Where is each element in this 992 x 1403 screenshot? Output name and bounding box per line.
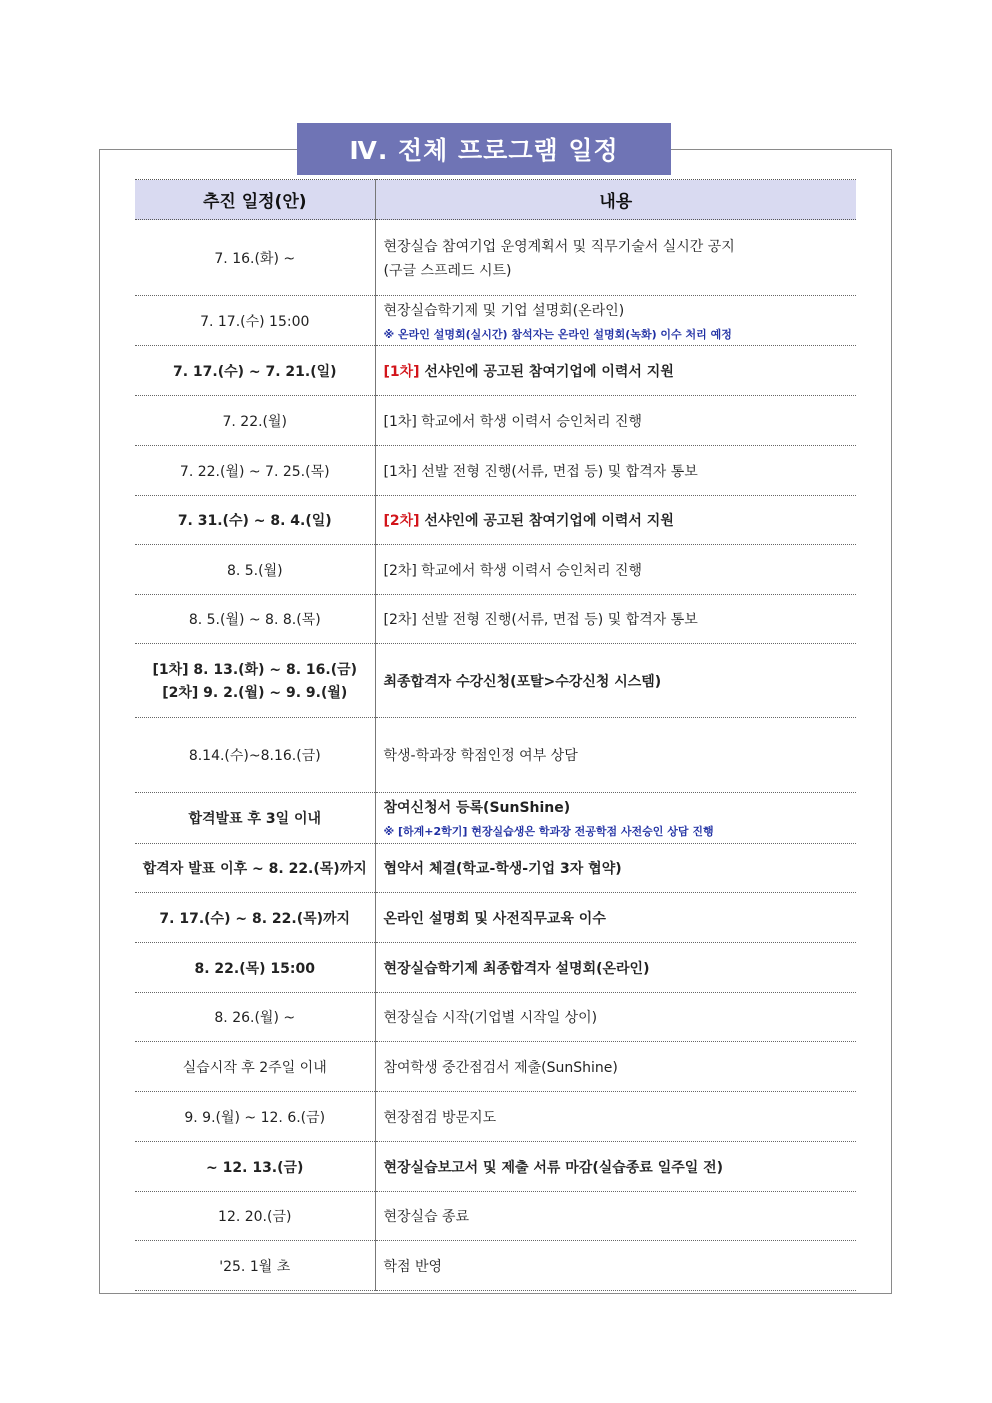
schedule-table (135, 179, 856, 1291)
row-content (375, 346, 856, 396)
row-content: [2차] 학교에서 학생 이력서 승인처리 진행 (375, 545, 856, 595)
table-row (135, 346, 856, 396)
row-content-line1: 현장실습학기제 및 기업 설명회(온라인) (383, 302, 625, 319)
table-row (135, 993, 856, 1042)
row-content (375, 220, 856, 296)
row-content: 협약서 체결(학교-학생-기업 3자 협약) (375, 844, 856, 893)
table-row (135, 220, 856, 296)
row-date: 8. 5.(월) ~ 8. 8.(목) (135, 595, 375, 644)
table-row (135, 545, 856, 595)
row-date: 실습시작 후 2주일 이내 (135, 1042, 375, 1092)
row-content (375, 793, 856, 844)
row-content (375, 296, 856, 346)
row-content: 현장실습 시작(기업별 시작일 상이) (375, 993, 856, 1042)
table-row (135, 1092, 856, 1142)
table-row (135, 1042, 856, 1092)
row-content-line1: 참여신청서 등록(SunShine) (383, 800, 571, 816)
row-date: 8. 26.(월) ~ (135, 993, 375, 1042)
row-content-text: 선샤인에 공고된 참여기업에 이력서 지원 (419, 513, 674, 529)
row-date-line1: [1차] 8. 13.(화) ~ 8. 16.(금) (152, 662, 358, 678)
header-content: 내용 (375, 180, 856, 220)
table-row (135, 496, 856, 545)
table-row (135, 893, 856, 943)
row-date: 합격자 발표 이후 ~ 8. 22.(목)까지 (135, 844, 375, 893)
table-row (135, 595, 856, 644)
row-date: '25. 1월 초 (135, 1241, 375, 1291)
table-row (135, 446, 856, 496)
row-content: 현장실습학기제 최종합격자 설명회(온라인) (375, 943, 856, 993)
row-content-line2: (구글 스프레드 시트) (383, 262, 512, 279)
table-row (135, 396, 856, 446)
row-content: 현장점검 방문지도 (375, 1092, 856, 1142)
row-date: 12. 20.(금) (135, 1192, 375, 1241)
round-tag: [2차] (383, 513, 420, 529)
header-date: 추진 일정(안) (135, 180, 375, 220)
table-row (135, 644, 856, 718)
row-date (135, 644, 375, 718)
table-row (135, 1241, 856, 1291)
table-row (135, 296, 856, 346)
row-date: 7. 16.(화) ~ (135, 220, 375, 296)
row-date: 7. 17.(수) ~ 8. 22.(목)까지 (135, 893, 375, 943)
row-content-text: 선샤인에 공고된 참여기업에 이력서 지원 (419, 363, 674, 380)
row-date: 7. 31.(수) ~ 8. 4.(일) (135, 496, 375, 545)
row-content: [1차] 학교에서 학생 이력서 승인처리 진행 (375, 396, 856, 446)
row-date: 8. 5.(월) (135, 545, 375, 595)
row-date: 합격발표 후 3일 이내 (135, 793, 375, 844)
row-note: ※ 온라인 설명회(실시간) 참석자는 온라인 설명회(녹화) 이수 처리 예정 (383, 327, 732, 341)
row-content: 학생-학과장 학점인정 여부 상담 (375, 718, 856, 793)
row-date: 7. 22.(월) ~ 7. 25.(목) (135, 446, 375, 496)
row-content (375, 496, 856, 545)
row-content: [2차] 선발 전형 진행(서류, 면접 등) 및 합격자 통보 (375, 595, 856, 644)
row-date: ~ 12. 13.(금) (135, 1142, 375, 1192)
row-date: 9. 9.(월) ~ 12. 6.(금) (135, 1092, 375, 1142)
row-content: 참여학생 중간점검서 제출(SunShine) (375, 1042, 856, 1092)
row-content-line1: 현장실습 참여기업 운영계획서 및 직무기술서 실시간 공지 (383, 238, 735, 255)
row-content: 현장실습보고서 및 제출 서류 마감(실습종료 일주일 전) (375, 1142, 856, 1192)
section-title: Ⅳ. 전체 프로그램 일정 (297, 123, 671, 175)
row-date-line2: [2차] 9. 2.(월) ~ 9. 9.(월) (162, 685, 348, 701)
table-row (135, 1142, 856, 1192)
table-row (135, 943, 856, 993)
row-date: 8. 22.(목) 15:00 (135, 943, 375, 993)
round-tag: [1차] (383, 363, 420, 380)
row-content: 최종합격자 수강신청(포탈>수강신청 시스템) (375, 644, 856, 718)
row-date: 7. 22.(월) (135, 396, 375, 446)
row-content: 학점 반영 (375, 1241, 856, 1291)
row-date: 7. 17.(수) 15:00 (135, 296, 375, 346)
table-row (135, 793, 856, 844)
row-content: 현장실습 종료 (375, 1192, 856, 1241)
table-row (135, 718, 856, 793)
table-row (135, 1192, 856, 1241)
table-header-row (135, 180, 856, 220)
row-date: 7. 17.(수) ~ 7. 21.(일) (135, 346, 375, 396)
table-row (135, 844, 856, 893)
row-content: 온라인 설명회 및 사전직무교육 이수 (375, 893, 856, 943)
row-date: 8.14.(수)~8.16.(금) (135, 718, 375, 793)
row-content: [1차] 선발 전형 진행(서류, 면접 등) 및 합격자 통보 (375, 446, 856, 496)
row-note: ※ [하계+2학기] 현장실습생은 학과장 전공학점 사전승인 상담 진행 (383, 825, 714, 838)
